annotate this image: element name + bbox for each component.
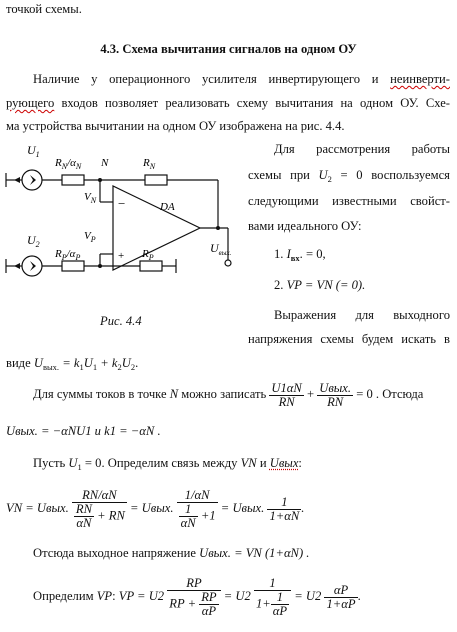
svg-text:Uвых.: $U_{вых.}$ (210, 241, 232, 257)
right-text-line-1: Для рассмотрения работы (274, 142, 450, 156)
intro-line-2-flagged-word: рующего (6, 96, 55, 110)
frac-u1-alpha-rn: $\frac{U1\alpha N}{RN}$ (271, 380, 302, 409)
output-equation-line: Отсюда выходное напряжение Uвых. = VN (1+αN) . (33, 546, 310, 560)
svg-text:RP/αP: $R_P/\alpha_P$ (55, 248, 81, 262)
right-text-line-3: следующими известными свойст- (248, 194, 450, 208)
result-k1: Uвых. = −αNU1 и k1 = −αN . (6, 424, 161, 438)
intro-line-1-flagged-word: неинверти- (390, 72, 450, 86)
vp-frac-3: $\frac{\alpha P}{1+\alpha P}$ (326, 582, 356, 611)
u1-source-circle (22, 170, 42, 190)
svg-text:N: N (101, 157, 109, 169)
svg-text:VP: $V_P$ (84, 230, 96, 244)
right-text-line-4: вами идеального ОУ: (248, 219, 362, 233)
resistor-rn-alpha (62, 175, 84, 185)
form-line: виде $U_{вых.} = k_1U_1 + k_2U_2$. (6, 356, 139, 372)
property-item-1: 1. $I_{вх}$. = 0, (274, 247, 326, 263)
svg-text:U1: $U_1$ (27, 143, 40, 159)
resistor-rn (145, 175, 167, 185)
right-text-line-5: Выражения для выходного (274, 308, 450, 322)
output-terminal (225, 260, 231, 266)
opamp-triangle (113, 186, 200, 270)
section-title: 4.3. Схема вычитания сигналов на одном ОУ (100, 42, 357, 56)
vn-equation: VN = Uвых. RN/αN $\frac{RN}{\alpha N}$ + RN = Uвых. 1/αN $\frac{1}{\alpha N}$ +1 = Uвых. $\frac{1}{1+\alpha N}$ . (6, 487, 305, 530)
intro-line-1-text: Наличие у операционного усилителя инвертирующего и (33, 72, 391, 86)
intro-line-3: ма устройства вычитании на одном ОУ изображена на рис. 4.4. (6, 119, 345, 133)
right-text-line-2: схемы при $U_2 = 0$ воспользуемся (248, 168, 450, 184)
previous-page-fragment: точкой схемы. (6, 2, 82, 16)
resistor-rp (140, 261, 162, 271)
vn-frac-2: 1/αN $\frac{1}{\alpha N}$ +1 (177, 489, 218, 530)
right-text-line-6: напряжения схемы будем искать в (248, 332, 450, 346)
svg-text:−: − (118, 196, 126, 211)
property-item-2: 2. VP = VN (= 0). (274, 278, 366, 292)
svg-text:RP: $R_P$ (142, 248, 154, 262)
figure-caption: Рис. 4.4 (100, 314, 142, 328)
u2-source-circle (22, 256, 42, 276)
vp-frac-1: RP RP + $\frac{RP}{\alpha P}$ (167, 577, 220, 618)
svg-text:RN: $R_N$ (143, 157, 156, 171)
vn-frac-1: RN/αN $\frac{RN}{\alpha N}$ + RN (72, 489, 127, 530)
svg-text:VN: $V_N$ (84, 191, 97, 205)
svg-text:DA: DA (160, 201, 175, 213)
intro-line-2 (6, 96, 450, 111)
assume-line: Пусть $U_1 = 0$. Определим связь между VN и Uвых: (33, 456, 302, 472)
circuit-diagram (0, 136, 260, 336)
currents-line: Для суммы токов в точке N можно записать $\frac{U1\alpha N}{RN}$ + $\frac{\text{Uвых.}}{RN}$ = 0 . Отсюда (33, 380, 424, 409)
vn-frac-3: $\frac{1}{1+\alpha N}$ (269, 494, 300, 523)
svg-text:+: + (118, 250, 125, 262)
intro-line-2-text: входов позволяет реализовать схему вычитания на одном ОУ. Схе- (54, 96, 450, 110)
svg-text:RN/αN: $R_N/\alpha_N$ (55, 157, 82, 171)
svg-text:U2: $U_2$ (27, 233, 40, 249)
resistor-rp-alpha (62, 261, 84, 271)
frac-uout-rn: $\frac{\text{Uвых.}}{RN}$ (319, 380, 352, 409)
vp-equation: Определим VP: VP = U2 RP RP + $\frac{RP}{\alpha P}$ = U2 1 1+ $\frac{1}{\alpha P}$ = U2 $\frac{\alpha P}{1+\alpha P}$ . (33, 575, 361, 618)
vp-frac-2: 1 1+ $\frac{1}{\alpha P}$ (254, 577, 291, 618)
intro-line-1 (33, 72, 450, 87)
